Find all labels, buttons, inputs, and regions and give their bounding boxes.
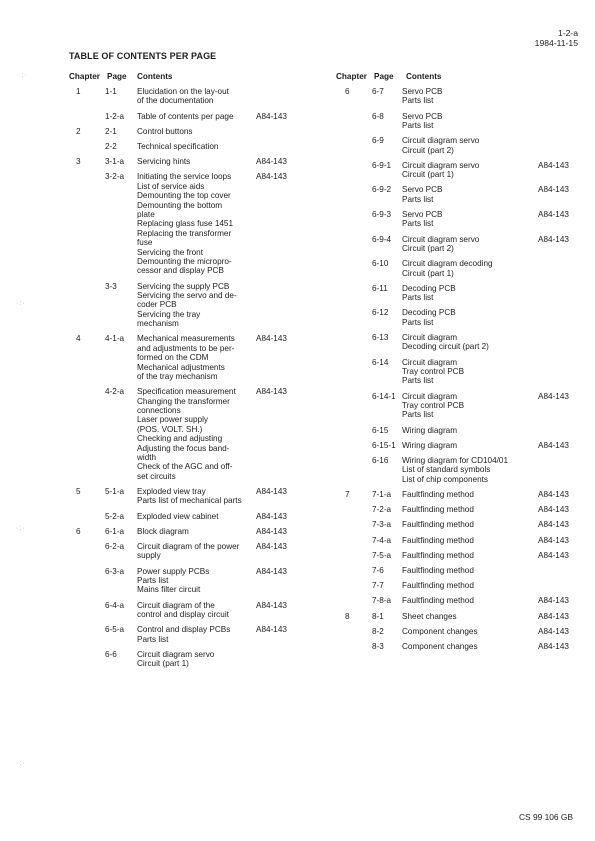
revision-ref: A84-143 bbox=[538, 210, 569, 219]
contents-line: Circuit (part 1) bbox=[137, 659, 189, 669]
contents-line: Faultfinding method bbox=[402, 550, 474, 560]
contents-line: Control buttons bbox=[137, 126, 193, 136]
revision-ref: A84-143 bbox=[538, 185, 569, 195]
revision-ref: A84-143 bbox=[538, 535, 569, 545]
contents-text bbox=[402, 642, 478, 651]
page-number-ref: 3-3 bbox=[105, 281, 117, 291]
chapter-number: 6 bbox=[76, 526, 81, 536]
contents-line: Tray control PCB bbox=[402, 367, 465, 376]
contents-line: Servicing the servo and de- bbox=[137, 291, 237, 300]
contents-line: Circuit diagram servo bbox=[402, 136, 480, 146]
revision-ref: A84-143 bbox=[538, 611, 569, 621]
page-number-ref: 6-9-3 bbox=[372, 210, 392, 219]
contents-line: Technical specification bbox=[137, 142, 219, 151]
contents-line: Servicing the front bbox=[137, 247, 203, 257]
chapter-number: 4 bbox=[76, 334, 81, 344]
page-header-right bbox=[535, 29, 578, 48]
chapter-number: 5 bbox=[76, 487, 81, 496]
contents-line: Servo PCB bbox=[402, 210, 443, 219]
contents-line: Block diagram bbox=[137, 526, 189, 536]
page-header: Page bbox=[374, 72, 394, 81]
contents-line: Parts list bbox=[402, 96, 434, 106]
page-number-ref: 6-14-1 bbox=[372, 391, 396, 401]
contents-line: Circuit diagram of the bbox=[137, 600, 215, 610]
contents-line: Control and display PCBs bbox=[137, 625, 231, 635]
revision-ref: A84-143 bbox=[256, 526, 287, 536]
contents-text bbox=[402, 87, 443, 106]
page-number-ref: 3-2-a bbox=[105, 172, 125, 182]
contents-line: Circuit diagram bbox=[402, 357, 458, 367]
contents-text bbox=[137, 567, 209, 595]
contents-line: Specification measurement bbox=[137, 387, 236, 397]
contents-text bbox=[402, 441, 457, 450]
page-number-ref: 6-16 bbox=[372, 456, 389, 465]
footer-code: CS 99 106 GB bbox=[518, 812, 573, 822]
contents-line: List of chip components bbox=[402, 474, 489, 484]
contents-text bbox=[402, 259, 493, 278]
contents-text bbox=[402, 284, 456, 303]
contents-line: Component changes bbox=[402, 626, 478, 636]
contents-line: Sheet changes bbox=[402, 611, 457, 621]
chapter-number: 3 bbox=[76, 157, 81, 167]
contents-text bbox=[137, 87, 229, 106]
contents-text bbox=[137, 157, 190, 166]
contents-text bbox=[402, 596, 474, 605]
column-header-row bbox=[336, 72, 581, 84]
contents-line: Tray control PCB bbox=[402, 401, 465, 410]
contents-line: Circuit diagram bbox=[402, 391, 458, 401]
contents-text bbox=[402, 392, 464, 420]
scan-speck: ·:· bbox=[16, 760, 26, 767]
revision-ref: A84-143 bbox=[538, 490, 569, 499]
contents-line: coder PCB bbox=[137, 300, 177, 310]
contents-line: Parts list bbox=[402, 317, 434, 327]
contents-text bbox=[402, 536, 474, 545]
contents-line: Parts list bbox=[402, 376, 434, 386]
contents-line: Servo PCB bbox=[402, 87, 443, 96]
revision-ref: A84-143 bbox=[538, 550, 569, 560]
contents-text bbox=[137, 142, 218, 151]
page-number-ref: 8-2 bbox=[372, 626, 384, 636]
contents-line: formed on the CDM bbox=[137, 353, 209, 363]
contents-text bbox=[402, 490, 474, 499]
contents-text bbox=[402, 136, 479, 155]
contents-line: Laser power supply bbox=[137, 415, 208, 425]
contents-line: Replacing the transformer bbox=[137, 228, 232, 238]
contents-line: Mechanical measurements bbox=[137, 334, 235, 344]
page-number-ref: 6-3-a bbox=[105, 566, 125, 576]
contents-line: control and display circuit bbox=[137, 610, 229, 619]
page-number-ref: 7-3-a bbox=[372, 520, 392, 530]
contents-text bbox=[137, 112, 234, 121]
revision-ref: A84-143 bbox=[538, 391, 569, 401]
contents-line: Servo PCB bbox=[402, 111, 443, 121]
contents-line: Faultfinding method bbox=[402, 520, 474, 530]
contents-line: Servicing the supply PCB bbox=[137, 281, 230, 291]
page-number-ref: 4-2-a bbox=[105, 387, 125, 397]
contents-line: Faultfinding method bbox=[402, 581, 474, 591]
contents-line: Circuit diagram of the power bbox=[137, 542, 240, 551]
revision-ref: A84-143 bbox=[538, 642, 569, 651]
document-date: 1984-11-15 bbox=[534, 37, 578, 48]
contents-text bbox=[402, 426, 457, 435]
scan-speck: ·:· bbox=[16, 300, 26, 307]
contents-header: Contents bbox=[406, 72, 442, 81]
page-number-ref: 4-1-a bbox=[105, 334, 125, 344]
contents-line: Parts list of mechanical parts bbox=[137, 496, 242, 506]
contents-text bbox=[402, 456, 508, 484]
page-number-ref: 7-7 bbox=[372, 581, 384, 591]
revision-ref: A84-143 bbox=[256, 566, 287, 576]
contents-text bbox=[137, 334, 235, 381]
contents-line: fuse bbox=[137, 238, 153, 248]
page-number-ref: 6-15-1 bbox=[372, 440, 396, 450]
page-number-ref: 6-9-2 bbox=[372, 185, 392, 195]
contents-line: Circuit diagram servo bbox=[402, 160, 480, 170]
contents-text bbox=[402, 581, 474, 590]
contents-line: Circuit (part 1) bbox=[402, 170, 454, 180]
contents-line: Exploded view cabinet bbox=[137, 511, 219, 521]
contents-line: Parts list bbox=[402, 219, 434, 229]
page-number-ref: 5-1-a bbox=[105, 487, 125, 496]
chapter-header: Chapter bbox=[69, 72, 100, 81]
page-number-ref: 7-8-a bbox=[372, 596, 392, 606]
contents-line: Adjusting the focus band- bbox=[137, 443, 230, 453]
page-number-ref: 3-1-a bbox=[105, 157, 125, 167]
contents-line: Initiating the service loops bbox=[137, 172, 232, 182]
contents-text bbox=[137, 542, 239, 561]
contents-text bbox=[137, 487, 242, 506]
revision-ref: A84-143 bbox=[538, 160, 569, 170]
scan-speck: ·:· bbox=[16, 525, 26, 532]
contents-line: Circuit diagram bbox=[402, 333, 458, 342]
contents-line: List of standard symbols bbox=[402, 465, 491, 475]
page-number-ref: 7-1-a bbox=[372, 490, 392, 499]
chapter-number: 2 bbox=[76, 126, 81, 136]
contents-line: Parts list bbox=[137, 576, 169, 585]
contents-text bbox=[402, 566, 474, 575]
contents-line: Circuit (part 2) bbox=[402, 244, 454, 253]
contents-line: Servicing the tray bbox=[137, 309, 201, 319]
contents-line: Checking and adjusting bbox=[137, 434, 223, 444]
revision-ref: A84-143 bbox=[256, 625, 287, 635]
revision-ref: A84-143 bbox=[256, 542, 287, 551]
page-number-ref: 5-2-a bbox=[105, 511, 125, 521]
contents-line: List of service aids bbox=[137, 181, 205, 191]
page-number-ref: 6-9 bbox=[372, 136, 384, 146]
contents-line: Wiring diagram for CD104/01 bbox=[402, 456, 509, 465]
contents-text bbox=[402, 235, 479, 254]
contents-line: set circuits bbox=[137, 471, 176, 481]
page-number-ref: 6-11 bbox=[372, 283, 388, 293]
scan-speck: ·:· bbox=[18, 72, 28, 79]
contents-line: Parts list bbox=[137, 634, 169, 644]
revision-ref: A84-143 bbox=[256, 511, 287, 521]
chapter-number: 6 bbox=[345, 87, 350, 96]
page-number-ref: 6-7 bbox=[372, 87, 384, 96]
contents-line: Circuit (part 2) bbox=[402, 145, 454, 155]
revision-ref: A84-143 bbox=[256, 111, 287, 121]
contents-line: Parts list bbox=[402, 293, 434, 303]
contents-line: Parts list bbox=[402, 410, 434, 420]
contents-line: Table of contents per page bbox=[137, 111, 234, 121]
page-number-ref: 1-2-a bbox=[105, 111, 125, 121]
contents-text bbox=[402, 308, 456, 327]
contents-line: Servo PCB bbox=[402, 185, 443, 195]
contents-line: Demounting the bottom bbox=[137, 200, 223, 210]
page-number-ref: 2-2 bbox=[105, 142, 117, 151]
contents-line: Power supply PCBs bbox=[137, 566, 210, 576]
revision-ref: A84-143 bbox=[256, 387, 287, 397]
page-number-ref: 6-12 bbox=[372, 308, 389, 318]
contents-text bbox=[402, 551, 474, 560]
contents-line: plate bbox=[137, 210, 155, 220]
contents-text bbox=[137, 527, 189, 536]
contents-line: of the documentation bbox=[137, 96, 214, 106]
toc-column-right bbox=[336, 72, 581, 651]
contents-line: Circuit diagram servo bbox=[137, 649, 215, 659]
contents-line: Faultfinding method bbox=[402, 596, 474, 606]
revision-ref: A84-143 bbox=[256, 487, 287, 496]
contents-line: Circuit (part 1) bbox=[402, 268, 454, 278]
revision-ref: A84-143 bbox=[538, 234, 569, 244]
revision-ref: A84-143 bbox=[256, 172, 287, 182]
contents-line: Decoding PCB bbox=[402, 308, 456, 318]
page-number-ref: 6-10 bbox=[372, 259, 389, 269]
contents-line: Faultfinding method bbox=[402, 566, 474, 575]
page-number-ref: 8-1 bbox=[372, 611, 384, 621]
page-number-ref: 2-1 bbox=[105, 126, 117, 136]
page-number-ref: 6-9-4 bbox=[372, 234, 392, 244]
contents-line: Faultfinding method bbox=[402, 535, 474, 545]
contents-line: Mains filter circuit bbox=[137, 585, 201, 595]
page-number-ref: 8-3 bbox=[372, 642, 384, 651]
contents-text bbox=[137, 601, 229, 620]
page-number: 1-2-a bbox=[557, 28, 578, 38]
contents-text bbox=[402, 161, 479, 180]
contents-line: cessor and display PCB bbox=[137, 266, 224, 276]
contents-text bbox=[137, 387, 236, 481]
contents-line: supply bbox=[137, 551, 161, 561]
page-number-ref: 6-15 bbox=[372, 425, 389, 435]
page-number-ref: 7-5-a bbox=[372, 550, 392, 560]
contents-text bbox=[137, 625, 230, 644]
page-number-ref: 6-2-a bbox=[105, 542, 125, 551]
contents-line: Exploded view tray bbox=[137, 487, 206, 496]
contents-line: width bbox=[137, 453, 157, 463]
document-title: TABLE OF CONTENTS PER PAGE bbox=[69, 51, 217, 61]
contents-line: Circuit diagram decoding bbox=[402, 259, 493, 269]
contents-line: Demounting the top cover bbox=[137, 191, 231, 201]
contents-line: Wiring diagram bbox=[402, 425, 458, 435]
contents-line: Changing the transformer bbox=[137, 396, 230, 406]
contents-line: Wiring diagram bbox=[402, 440, 458, 450]
contents-line: Faultfinding method bbox=[402, 505, 474, 515]
contents-line: Check of the AGC and off- bbox=[137, 462, 233, 472]
page-number-ref: 6-14 bbox=[372, 357, 389, 367]
contents-text bbox=[137, 512, 218, 521]
chapter-header: Chapter bbox=[336, 72, 367, 81]
contents-text bbox=[402, 520, 474, 529]
revision-ref: A84-143 bbox=[538, 596, 569, 606]
revision-ref: A84-143 bbox=[256, 157, 287, 167]
chapter-number: 7 bbox=[345, 490, 350, 499]
page-number-ref: 6-6 bbox=[105, 649, 117, 659]
revision-ref: A84-143 bbox=[538, 520, 569, 530]
contents-text bbox=[402, 358, 464, 386]
contents-line: Component changes bbox=[402, 642, 478, 651]
contents-text bbox=[402, 627, 478, 636]
contents-text bbox=[137, 127, 193, 136]
contents-line: Demounting the micropro- bbox=[137, 257, 232, 267]
page-number-ref: 6-1-a bbox=[105, 526, 125, 536]
contents-line: and adjustments to be per- bbox=[137, 343, 235, 353]
contents-line: Parts list bbox=[402, 194, 434, 204]
contents-text bbox=[402, 210, 443, 229]
page-number-ref: 6-4-a bbox=[105, 600, 125, 610]
contents-text bbox=[402, 505, 474, 514]
chapter-number: 1 bbox=[76, 87, 81, 96]
contents-text bbox=[402, 185, 443, 204]
contents-text bbox=[402, 612, 457, 621]
revision-ref: A84-143 bbox=[538, 626, 569, 636]
page-number-ref: 6-9-1 bbox=[372, 160, 392, 170]
contents-line: Decoding PCB bbox=[402, 283, 456, 293]
page-number-ref: 6-13 bbox=[372, 333, 389, 342]
page-number-ref: 7-6 bbox=[372, 566, 384, 575]
page-number-ref: 1-1 bbox=[105, 87, 117, 96]
contents-text bbox=[402, 333, 489, 352]
revision-ref: A84-143 bbox=[256, 600, 287, 610]
page-number-ref: 6-5-a bbox=[105, 625, 125, 635]
page-number-ref: 7-2-a bbox=[372, 505, 392, 515]
contents-line: Decoding circuit (part 2) bbox=[402, 342, 489, 352]
contents-line: Mechanical adjustments bbox=[137, 362, 225, 372]
revision-ref: A84-143 bbox=[538, 440, 569, 450]
contents-line: mechanism bbox=[137, 319, 179, 329]
revision-ref: A84-143 bbox=[538, 505, 569, 515]
contents-line: Circuit diagram servo bbox=[402, 234, 480, 244]
page-number-ref: 7-4-a bbox=[372, 535, 392, 545]
contents-text bbox=[402, 112, 443, 131]
contents-line: Faultfinding method bbox=[402, 490, 474, 499]
chapter-number: 8 bbox=[345, 611, 350, 621]
contents-line: Replacing glass fuse 1451 bbox=[137, 219, 234, 229]
contents-text bbox=[137, 172, 233, 275]
contents-text bbox=[137, 282, 237, 329]
contents-line: Servicing hints bbox=[137, 157, 191, 167]
contents-line: Elucidation on the lay-out bbox=[137, 87, 229, 96]
contents-line: of the tray mechanism bbox=[137, 372, 218, 382]
revision-ref: A84-143 bbox=[256, 334, 287, 344]
contents-header: Contents bbox=[137, 72, 173, 81]
page-header: Page bbox=[107, 72, 127, 81]
page-number-ref: 6-8 bbox=[372, 111, 384, 121]
contents-text bbox=[137, 650, 214, 669]
contents-line: (POS. VOLT. SH.) bbox=[137, 424, 203, 434]
contents-line: connections bbox=[137, 406, 181, 415]
contents-line: Parts list bbox=[402, 121, 434, 130]
column-header-row bbox=[66, 72, 294, 84]
toc-column-left bbox=[66, 72, 294, 669]
